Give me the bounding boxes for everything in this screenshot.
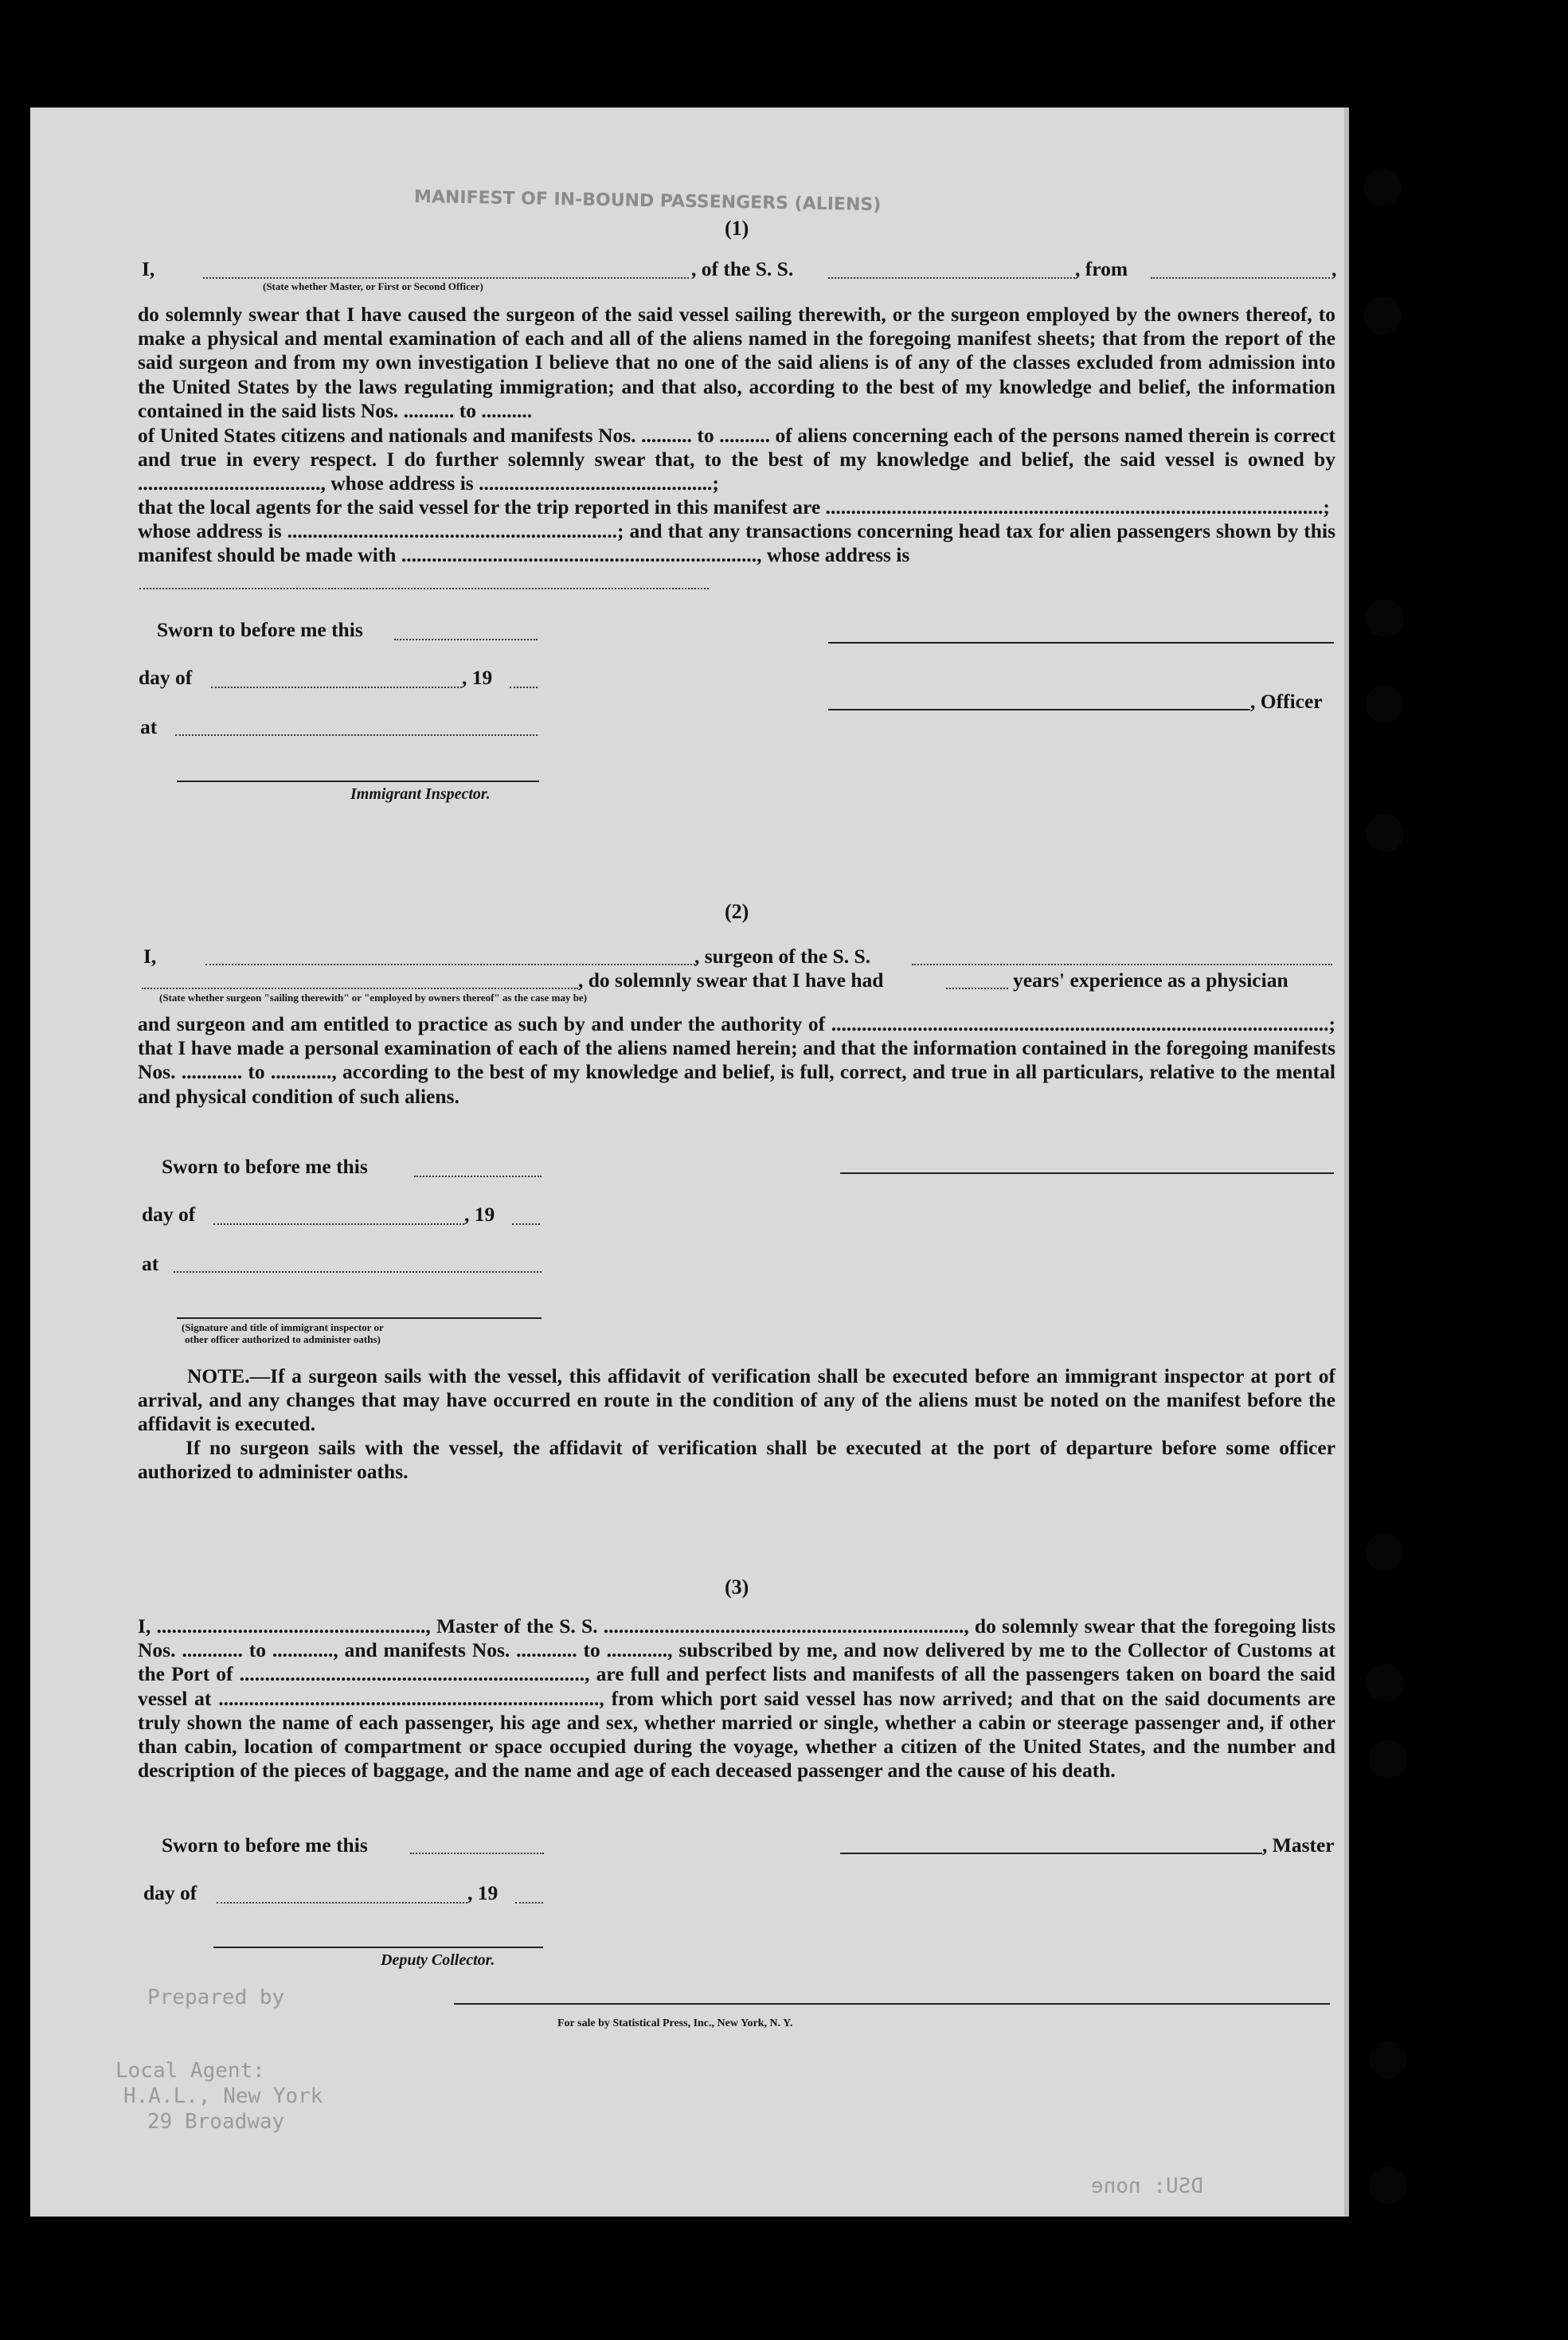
s3-day-blank: [217, 1902, 467, 1904]
s3-master-label: , Master: [1262, 1833, 1335, 1857]
s1-ship-blank: [828, 277, 1075, 279]
s1-comma: ,: [1331, 257, 1337, 280]
s1-at: at: [140, 715, 158, 738]
s1-body3: that the local agents for the said vessel for the trip reported in this manifest are ..................................................................................................;: [138, 495, 1330, 518]
s2-day-of: day of: [142, 1203, 196, 1226]
faint-form-header: MANIFEST OF IN-BOUND PASSENGERS (ALIENS): [413, 186, 882, 216]
s1-body: do solemnly swear that I have caused the surgeon of the said vessel sailing therewith, or the surgeon employed by the owners thereof, to make a physical and mental examination of each and all of the aliens named in the foregoing manifest sheets; that from the report of the said surgeon and from my own investigation I believe that no one of the said aliens is of any of the classes excluded from admission into the United States by the laws regulating immigration; and that also, according to the best of my knowledge and belief, the information contained in the said lists Nos. .......... to ..........: [138, 303, 1335, 422]
s1-officer-blank: [203, 277, 689, 279]
bleed-line-4: 29 Broadway: [147, 2110, 285, 2134]
s2-i: I,: [143, 945, 157, 968]
s1-officer-line: [828, 709, 1250, 710]
s2-under-note: (State whether surgeon "sailing therewith" or "employed by owners thereof" as the case may be): [159, 992, 588, 1004]
footer-printer: For sale by Statistical Press, Inc., New York, N. Y.: [557, 2017, 793, 2029]
s1-sworn: Sworn to before me this: [157, 618, 363, 641]
punch-hole: [1363, 296, 1402, 335]
s3-sworn-blank: [410, 1853, 544, 1854]
section-3-number: (3): [725, 1575, 749, 1598]
punch-hole: [1366, 1664, 1404, 1702]
punch-hole: [1369, 1740, 1407, 1778]
s1-inspector-line: [177, 781, 539, 782]
bleed-line-1: Prepared by: [147, 1986, 285, 2009]
s2-note1: NOTE.—If a surgeon sails with the vessel, this affidavit of verification shall be executed before an immigrant inspector at port of arrival, and any changes that may have occurred en route in the condition of any of the aliens must be noted on the manifest before the affidavit is executed.: [138, 1364, 1335, 1436]
section-1-number: (1): [725, 217, 749, 240]
punch-hole: [1369, 2166, 1407, 2205]
s2-sailing-blank: [142, 988, 578, 989]
s1-year-blank: [510, 687, 538, 688]
punch-hole: [1366, 685, 1404, 723]
s2-at: at: [142, 1252, 159, 1275]
s1-body2: of United States citizens and nationals and manifests Nos. .......... to .......... of aliens concerning each of the persons named therein is correct and true in every respect. I do further solemnly swear that, to the best of my knowledge and belief, the said vessel is owned by ...................................., whose address is ..............................................;: [138, 424, 1335, 495]
s2-year-blank: [512, 1223, 540, 1225]
s1-inspector-label: Immigrant Inspector.: [350, 785, 491, 803]
punch-hole: [1369, 2041, 1407, 2079]
s2-surgeon-ss: , surgeon of the S. S.: [694, 945, 871, 968]
s2-sig-line: [177, 1317, 542, 1319]
s2-ship-blank: [912, 964, 1332, 965]
s1-from: , from: [1075, 257, 1128, 280]
bleed-line-3: H.A.L., New York: [123, 2084, 323, 2108]
s3-collector-line: [213, 1947, 543, 1948]
s1-day-of: day of: [139, 666, 193, 689]
s2-year: , 19: [464, 1203, 495, 1226]
s1-officer-label: , Officer: [1250, 690, 1323, 713]
s1-from-blank: [1151, 277, 1330, 279]
s1-at-blank: [175, 734, 538, 736]
s2-sworn: Sworn to before me this: [162, 1155, 368, 1178]
s1-sworn-blank: [394, 639, 538, 640]
s2-sworn-blank: [414, 1176, 542, 1177]
s2-at-blank: [174, 1271, 542, 1273]
punch-hole: [1366, 599, 1404, 637]
s2-sig-note2: other officer authorized to administer oaths): [185, 1333, 381, 1345]
s1-under-note: (State whether Master, or First or Second Officer): [263, 280, 483, 292]
s3-day-of: day of: [143, 1881, 197, 1904]
bleed-line-2: Local Agent:: [115, 2059, 265, 2083]
punch-hole: [1366, 814, 1404, 852]
s1-signature-line: [828, 642, 1334, 644]
s1-address-blank: [139, 588, 709, 589]
s2-name-blank: [205, 964, 695, 965]
s2-years-blank: [946, 988, 1008, 989]
s3-sworn: Sworn to before me this: [162, 1833, 368, 1857]
s2-body: and surgeon and am entitled to practice as such by and under the authority of ..................................................................................................; that I have made a personal examination of each of the aliens named herein; and that the information contained in the foregoing manifests Nos. ............ to ............, according to the best of my knowledge and belief, is full, correct, and true in all particulars, relative to the mental and physical condition of such aliens.: [138, 1012, 1335, 1108]
s2-day-blank: [213, 1223, 464, 1225]
s3-year: , 19: [467, 1881, 499, 1904]
s1-i: I,: [142, 257, 155, 280]
s1-day-blank: [211, 687, 462, 688]
bleed-stamp: DSU: none: [1091, 2174, 1203, 2198]
s2-sig-note1: (Signature and title of immigrant inspector or: [182, 1321, 384, 1333]
punch-hole: [1366, 1533, 1404, 1571]
s3-collector-label: Deputy Collector.: [381, 1951, 495, 1969]
footer-rule: [454, 2003, 1330, 2005]
s1-of-ss: , of the S. S.: [691, 257, 794, 280]
punch-hole: [1363, 168, 1402, 206]
s2-note2: If no surgeon sails with the vessel, the affidavit of verification shall be executed at the port of departure before some officer authorized to administer oaths.: [138, 1436, 1335, 1484]
s3-master-line: [840, 1853, 1262, 1854]
s3-body: I, ....................................................., Master of the S. S. ......................................................................., do solemnly swear that the foregoing lists Nos. ............ to ............, and manifests Nos. ............ to ............, subscribed by me, and now delivered by me to the Collector of Customs at the Port of ...................................................................., are full and perfect lists and manifests of all the passengers taken on board the said vessel at ..........................................................................., from which port said vessel has now arrived; and that on the said documents are truly shown the name of each passenger, his age and sex, whether married or single, whether a cabin or steerage passenger and, if other than cabin, location of compartment or space occupied during the voyage, whether a citizen of the United States, and the number and description of the pieces of baggage, and the name and age of each deceased passenger and the cause of his death.: [138, 1614, 1335, 1782]
s2-signature-line: [840, 1172, 1334, 1174]
s2-swear: , do solemnly swear that I have had: [578, 968, 884, 992]
s3-year-blank: [515, 1902, 543, 1904]
s1-body4: whose address is .................................................................; and that any transactions concerning head tax for alien passengers shown by this manifest should be made with ......................................................................, whose address is: [138, 519, 1335, 567]
s1-year: , 19: [462, 666, 493, 689]
section-2-number: (2): [725, 900, 749, 923]
s2-years: years' experience as a physician: [1013, 968, 1288, 992]
